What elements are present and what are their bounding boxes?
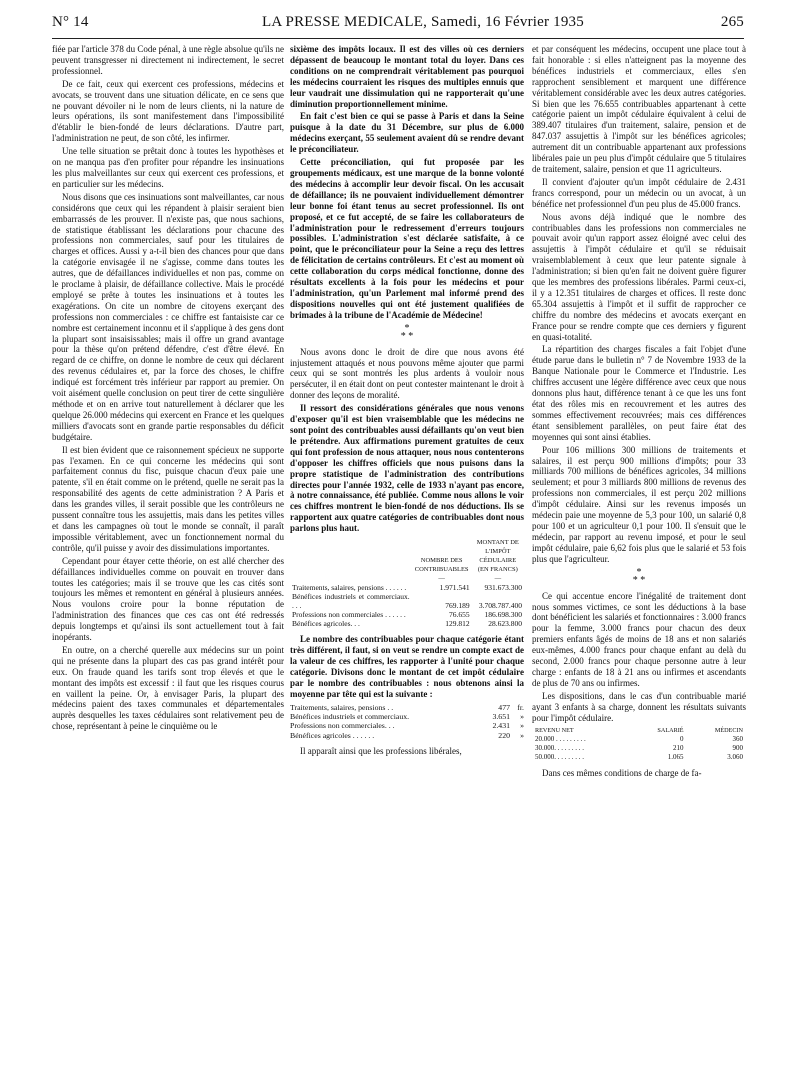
table-row bbox=[532, 753, 746, 762]
paragraph: Il est bien évident que ce raisonnement spécieux ne supporte pas l'examen. En ce qui concerne les médecins qui sont parfaitement connus du fisc, puisque chacun d'eux paie une patente, s'il en était comme on le prétend, quelle ne serait pas la responsabilité des agents de cette administration ? A Paris et dans les grandes villes, il serait possible que les contrôleurs ne pussent connaître tous les assujettis, mais dans les petites villes et dans les campagnes où tout le monde se connaît, il paraît impossible véritablement, avec un fonctionnement normal du contrôle, qu'il puisse y avoir des dissimulations importantes. bbox=[52, 444, 284, 553]
item-value: 3.651 bbox=[492, 711, 510, 721]
row-salarie: 0 bbox=[680, 735, 684, 744]
row-label: Traitements, salaires, pensions . . . . . . bbox=[292, 583, 407, 593]
row-amount: 186.698.300 bbox=[484, 610, 522, 620]
paragraph: Nous avons donc le droit de dire que nous avons été injustement attaqués et nous pouvons même ajouter que parmi ceux qui se sont montrés les plus ardents à vouloir nous persécuter, il en était dont on peut contester maintenant le droit à donner des leçons de moralité. bbox=[290, 346, 524, 401]
revenu-table bbox=[532, 726, 746, 762]
list-item bbox=[290, 731, 524, 740]
table-header: MONTANT DE L'IMPÔT CÉDULAIRE (EN FRANCS) bbox=[476, 539, 519, 574]
column-3 bbox=[532, 44, 746, 781]
row-amount: 931.673.300 bbox=[484, 583, 522, 593]
page-header bbox=[52, 14, 744, 36]
star-top: * bbox=[404, 322, 410, 334]
paragraph: Il ressort des considérations générales que nous venons d'exposer qu'il est bien vraisemblable que les médecins ne sont point des contribuables aussi défaillants qu'on veut bien le prétendre. Aux affirmations purement gratuites de ceux qui font profession de nous attaquer, nous nous contenterons d'opposer les chiffres officiels que nous puisons dans la propre statistique de l'administration des contributions directes pour l'année 1932, celle de 1933 n'ayant pas encore, à notre connaissance, été publiée. Comme nous allons le voir ces chiffres montrent le bien-fondé de nos déductions. Ils se rapportent aux quatre catégories de contribuables dont nous parlons plus haut. bbox=[290, 403, 524, 534]
paragraph: Cette préconciliation, qui fut proposée par les groupements médicaux, est une marque de la bonne volonté des médecins à accomplir leur devoir fiscal. On les accusait de défaillance; ils ne pouvaient individuellement démontrer leur bonne foi étant tenus au secret professionnel. Ils ont proposé, et ce fut accepté, de se faire les collaborateurs de l'administration pour le redressement d'erreurs toujours possibles. L'administration s'est déclarée satisfaite, à ce point, que le préconciliateur pour la Seine a reçu des lettres de félicitation de certains contrôleurs. Et c'est au moment où cette collaboration du corps médical fonctionne, donne des résultats excellents à la fois pour les médecins et pour l'administration, qu'un Parlement mal informé prend des dispositions nouvelles qui ont été justement qualifiées de brimades à la tribune de l'Académie de Médecine! bbox=[290, 157, 524, 320]
contribuables-table bbox=[290, 538, 524, 628]
journal-title: LA PRESSE MEDICALE, Samedi, 16 Février 1935 bbox=[262, 14, 584, 30]
paragraph: sixième des impôts locaux. Il est des villes où ces derniers dépassent de beaucoup le montant total du loyer. Dans ces conditions on ne comprendrait véritablement pas pourquoi les médecins courraient les risques des multiples ennuis que leur vaudrait une dissimulation qui ne rapporterait qu'une diminution proportionnellement minime. bbox=[290, 44, 524, 109]
row-label: Professions non commerciales . . . . . . bbox=[292, 610, 406, 620]
star-bottom: * * bbox=[632, 574, 646, 586]
item-label: Bénéfices industriels et commerciaux. bbox=[290, 711, 410, 721]
table-header: SALARIÉ bbox=[657, 727, 684, 735]
item-unit: fr. bbox=[517, 702, 524, 712]
table-dash: — bbox=[438, 575, 445, 583]
row-label: Bénéfices industriels et commerciaux. . . . bbox=[292, 592, 410, 611]
row-amount: 28.623.800 bbox=[488, 619, 522, 629]
issue-number: N° 14 bbox=[52, 14, 89, 30]
paragraph: Une telle situation se prêtait donc à toutes les hypothèses et on ne manqua pas d'en profiter pour répandre les insinuations les plus malveillantes sur ceux qui exercent ces professions, et en particulier sur les médecins. bbox=[52, 146, 284, 189]
star-bottom: * * bbox=[400, 330, 414, 342]
column-2 bbox=[290, 44, 524, 759]
row-count: 769.189 bbox=[445, 601, 470, 611]
paragraph: La répartition des charges fiscales a fait l'objet d'une étude parue dans le bulletin n° 7 de Novembre 1933 de la Banque Nationale pour le Commerce et l'Industrie. Les chiffres accusent une légère différence avec ceux que nous donnons plus haut, différence tenant à ce que les uns font état des rôles mis en recouvrement et les autres des sommes effectivement recouvrées; mais ces différences étant sensiblement parallèles, on peut faire état des moyennes qui sont ainsi établies. bbox=[532, 344, 746, 442]
list-item bbox=[290, 712, 524, 721]
table-header: MÉDECIN bbox=[714, 727, 743, 735]
table-header: REVENU NET bbox=[535, 727, 574, 735]
row-count: 76.655 bbox=[449, 610, 470, 620]
paragraph: Nous avons déjà indiqué que le nombre des contribuables dans les professions non commerciales ne pouvait avoir qu'un rapport assez éloigné avec celui des assujettis à l'impôt cédulaire et qu'il se réduisait vraisemblablement à ceux que leur patente signale à l'administration; si bien qu'en fait ne doivent guère figurer que les membres des professions libérales. Parmi ceux-ci, il y a 12.351 titulaires de charges et offices. Il reste donc 65.304 assujettis à l'impôt et il suffit de rapprocher ce chiffre du nombre des médecins et avocats exerçant en France pour se rendre compte que ces derniers y figurent en quasi-totalité. bbox=[532, 211, 746, 342]
item-value: 220 bbox=[498, 730, 510, 740]
paragraph: fiée par l'article 378 du Code pénal, à une règle absolue qu'ils ne peuvent transgresser ni directement ni indirectement, le secret professionnel. bbox=[52, 44, 284, 76]
column-1 bbox=[52, 44, 284, 734]
paragraph: Il apparaît ainsi que les professions libérales, bbox=[300, 746, 462, 757]
row-label: Bénéfices agricoles. . . bbox=[292, 619, 360, 629]
table-row bbox=[290, 583, 524, 592]
row-medecin: 3.060 bbox=[727, 753, 743, 762]
row-count: 1.971.541 bbox=[439, 583, 470, 593]
item-unit: » bbox=[520, 721, 524, 731]
paragraph: Pour 106 millions 300 millions de traitements et salaires, il est perçu 900 millions d'impôts; pour 33 milliards 700 millions de bénéfices agricoles, 34 millions seulement; et pour 3 milliards 800 millions de revenus des professions non commerciales, il est perçu 202 millions d'impôt cédulaire. Ainsi sur les revenus imposés un médecin paie une moyenne de 5,3 pour 100, un salarié 0,8 pour 100 et un agriculteur 0,1 pour 100. Il s'ensuit que le médecin, par rapport au revenu imposé, et pour le seul impôt cédulaire, paie 6,62 fois plus que le salarié et 53 fois plus que l'agriculteur. bbox=[532, 444, 746, 564]
paragraph: Les dispositions, dans le cas d'un contribuable marié ayant 3 enfants à sa charge, donnent les résultats suivants pour l'impôt cédulaire. bbox=[532, 690, 746, 723]
paragraph: De ce fait, ceux qui exercent ces professions, médecins et avocats, se trouvent dans une situation délicate, en ce sens que ne pouvant dévoiler ni le nom de leurs clients, ni la nature de leurs opérations, ils sont manifestement dans l'impossibilité d'établir le bien-fondé de leurs déclarations. D'autre part, l'administration ne peut, de son côté, les infirmer. bbox=[52, 78, 284, 144]
item-label: Professions non commerciales. . . bbox=[290, 721, 395, 731]
paragraph: Il convient d'ajouter qu'un impôt cédulaire de 2.431 francs correspond, pour un médecin ou un avocat, à un bénéfice net professionnel d'un peu plus de 45.000 francs. bbox=[532, 176, 746, 209]
row-medecin: 900 bbox=[732, 744, 743, 753]
section-separator bbox=[532, 566, 746, 586]
item-value: 477 bbox=[498, 702, 510, 712]
table-row bbox=[290, 592, 524, 610]
paragraph: En outre, on a cherché querelle aux médecins sur un point qui ne présente dans la plupart des cas pas grand intérêt pour eux. On fraude quand les tarifs sont trop élevés et que le montant des impôts est excessif : il faut que les risques courus en vaillent la peine. Or, à envisager Paris, la plupart des médecins paient des taxes communales et départementales auprès desquelles les taxes cédulaires sont relativement peu de chose, représentant à peine le cinquième ou le bbox=[52, 644, 284, 732]
row-revenu: 50.000. . . . . . . . . bbox=[535, 753, 584, 762]
table-row bbox=[290, 619, 524, 628]
paragraph: En fait c'est bien ce qui se passe à Paris et dans la Seine puisque à la date du 31 Décembre, sur plus de 6.000 médecins exerçant, 55 seulement avaient dû se rendre devant le préconciliateur. bbox=[290, 111, 524, 155]
row-salarie: 210 bbox=[673, 744, 684, 753]
average-list bbox=[290, 703, 524, 741]
list-item bbox=[290, 703, 524, 712]
paragraph: Le nombre des contribuables pour chaque catégorie étant très différent, il faut, si on veut se rendre un compte exact de la valeur de ces chiffres, les rapporter à l'unité pour chaque catégorie. Divisons donc le montant de cet impôt cédulaire par le nombre des contribuables : nous obtenons ainsi la moyenne par tête qui est la suivante : bbox=[290, 634, 524, 699]
paragraph: Nous disons que ces insinuations sont malveillantes, car nous considérons que ceux qui les répandent à plaisir seraient bien embarrassés de les prouver. Il n'existe pas, que nous sachions, de statistique établissant les déclarations pour chacune des professions non commerciales, sauf pour les titulaires de charges et offices. Aussi y a-t-il bien des chances pour que dans la catégorie envisagée il ne s'agisse, comme dans toutes les autres, que de défaillances individuelles et non pas, comme on le proclame à plaisir, de défaillance collective. Mais le procédé employé se prête à toutes les insinuations et à toutes les exagérations. On cite un nombre de citoyens exerçant des professions non commerciales : ce chiffre est fantaisiste car ce nombre est certainement inconnu et il s'applique à des gens dont la plupart sont insaisissables; mais il offre un grand avantage pour la thèse qu'on prétend défendre, c'est d'être élevé. En regard de ce chiffre, on donne le nombre de ceux qui déclarent des revenus cédulaires et, par la force des choses, le chiffre indiqué est forcément très inférieur par rapport au premier. On voit aisément quelle conclusion on peut tirer de cette singulière méthode et on en arrive tout naturellement à déclarer que les quelque 26.000 médecins qui exercent en France et les quelques milliers d'avocats sont en grande partie responsables du déficit budgétaire. bbox=[52, 191, 284, 442]
table-header: NOMBRE DES CONTRIBUABLES bbox=[414, 557, 469, 574]
paragraph: et par conséquent les médecins, occupent une place tout à fait honorable : si elles n'atteignent pas la moyenne des bénéfices industriels et commerciaux, elles s'en rapprochent sensiblement et marquent une différence véritablement considérable avec les deux autres catégories. Si bien que les 76.655 contribuables appartenant à cette catégorie paient un impôt cédulaire équivalent à celui de 389.407 titulaires d'un traitement, salaire, pension et de 847.037 assujettis à l'impôt sur les bénéfices agricoles; autrement dit un contribuable appartenant aux professions libérales paie un peu plus d'impôt cédulaire que 5 titulaires de traitement, salaire, pension et que 11 agriculteurs. bbox=[532, 44, 746, 174]
paragraph: Dans ces mêmes conditions de charge de fa- bbox=[542, 768, 702, 779]
table-row bbox=[532, 744, 746, 753]
item-unit: » bbox=[520, 730, 524, 740]
header-rule bbox=[52, 38, 744, 39]
paragraph: Ce qui accentue encore l'inégalité de traitement dont nous sommes victimes, ce sont les déductions à la base dont bénéficient les salariés et fonctionnaires : 3.000 francs pour la femme, 3.000 francs pour chacun des deux premiers enfants âgés de moins de 18 ans et non salariés eux-mêmes, 4.000 francs pour chaque enfant au delà du second, 2.000 francs pour chaque personne autre à leur charge : enfants de 18 à 21 ans ou infirmes et ascendants de plus de 70 ans ou infirmes. bbox=[532, 590, 746, 688]
row-salarie: 1.065 bbox=[667, 753, 684, 762]
item-label: Bénéfices agricoles . . . . . . bbox=[290, 730, 375, 740]
table-row bbox=[532, 735, 746, 744]
list-item bbox=[290, 721, 524, 730]
row-revenu: 20.000 . . . . . . . . . bbox=[535, 735, 586, 744]
item-label: Traitements, salaires, pensions . . bbox=[290, 702, 394, 712]
item-value: 2.431 bbox=[492, 721, 510, 731]
table-dash: — bbox=[494, 575, 502, 583]
table-header bbox=[290, 538, 412, 574]
paragraph: Cependant pour étayer cette théorie, on est allé chercher des défaillances individuelles comme on pouvait en trouver dans toutes les catégories; mais il se trouve que les cas cités sont toujours les mêmes et remontent en général à plusieurs années. Nous voulons croire pour la bonne réputation de l'administration des finances que ces cas ont été redressés depuis longtemps et qu'ainsi ils sont actuellement tout à fait inopérants. bbox=[52, 555, 284, 643]
item-unit: » bbox=[520, 711, 524, 721]
table-row bbox=[290, 610, 524, 619]
page-number: 265 bbox=[720, 14, 744, 30]
star-top: * bbox=[636, 566, 642, 578]
section-separator bbox=[290, 322, 524, 342]
row-amount: 3.708.787.400 bbox=[478, 601, 522, 611]
row-count: 129.812 bbox=[445, 619, 470, 629]
row-medecin: 360 bbox=[732, 735, 743, 744]
row-revenu: 30.000. . . . . . . . . bbox=[535, 744, 584, 753]
